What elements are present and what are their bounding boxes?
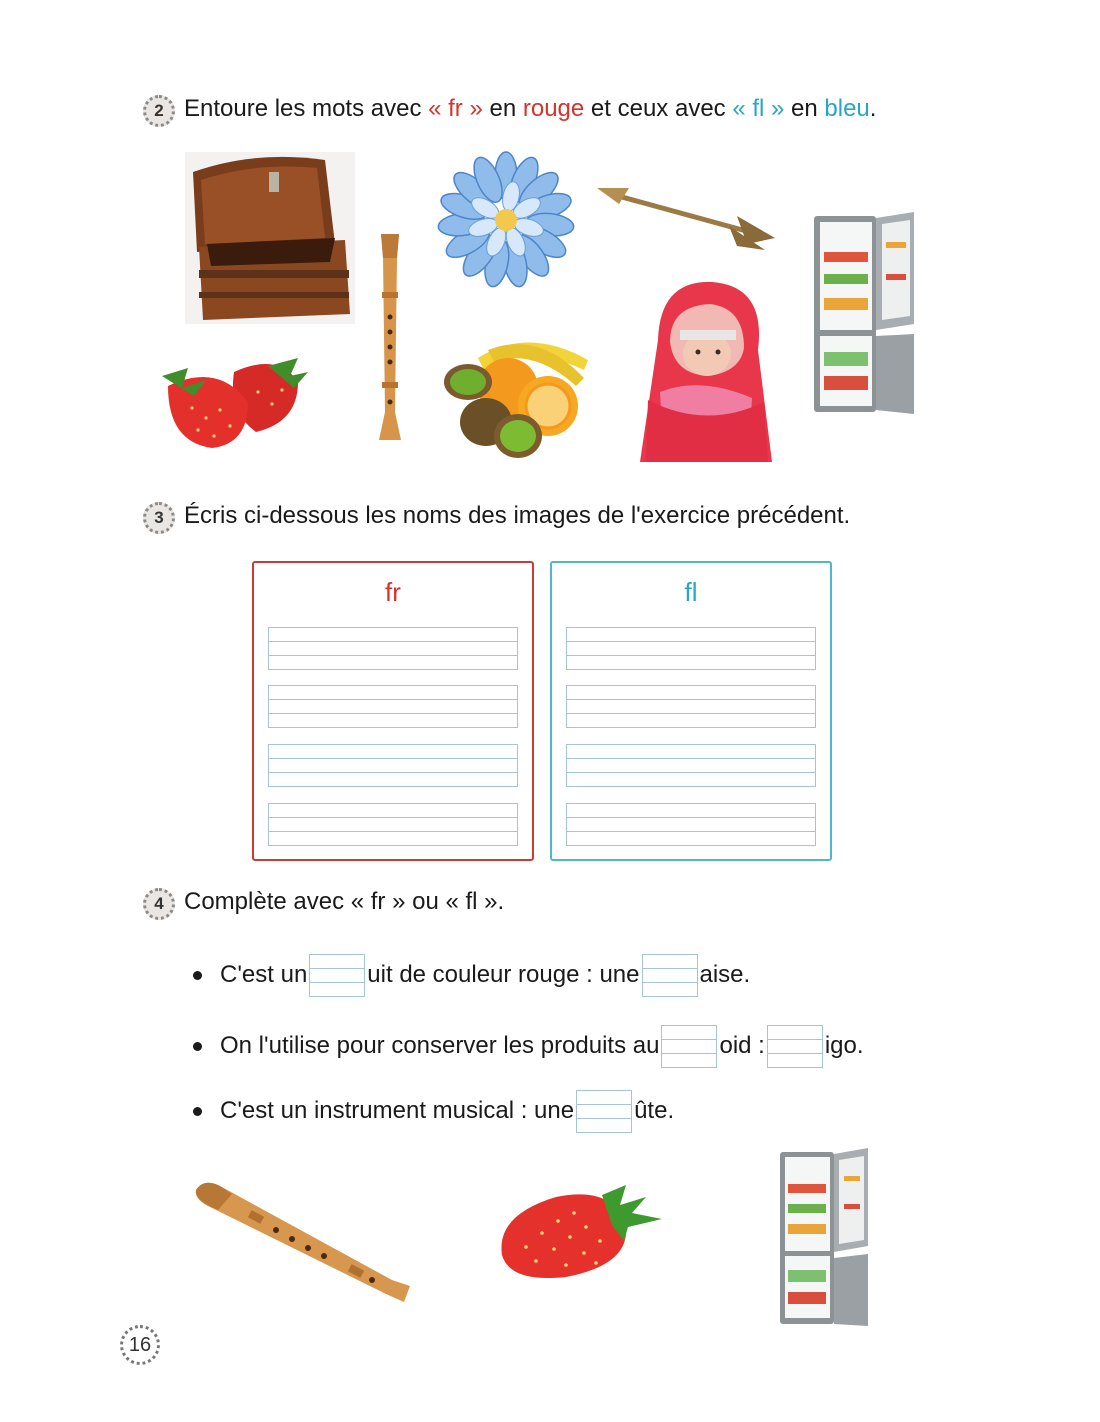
- writing-lines[interactable]: [566, 627, 816, 669]
- blank-input[interactable]: [576, 1090, 632, 1132]
- writing-lines[interactable]: [566, 744, 816, 786]
- exercise-3-instruction: Écris ci-dessous les noms des images de l'exercice précédent.: [184, 502, 851, 529]
- writing-lines[interactable]: [268, 685, 518, 727]
- fridge-icon[interactable]: [812, 212, 918, 416]
- fl-box-label: fl: [684, 577, 698, 607]
- sentence-text: On l'utilise pour conserver les produits au: [220, 1032, 660, 1059]
- girl-in-cold-icon[interactable]: [640, 280, 772, 462]
- writing-lines[interactable]: [566, 803, 816, 845]
- page-number: 16: [120, 1325, 160, 1365]
- instruction-text: en: [784, 95, 825, 122]
- blue-word: bleu: [824, 95, 870, 122]
- bullet: [193, 1107, 202, 1116]
- blank-input[interactable]: [642, 954, 698, 996]
- recorder-flute-icon[interactable]: [373, 232, 407, 444]
- instruction-text: et ceux avec: [584, 95, 733, 122]
- sentence-text: C'est un instrument musical : une: [220, 1097, 575, 1124]
- sentence-text: oid :: [719, 1032, 765, 1059]
- blank-input[interactable]: [309, 954, 365, 996]
- bullet: [193, 971, 202, 980]
- exercise-number-badge: 4: [143, 888, 175, 920]
- strawberries-icon[interactable]: [148, 352, 314, 450]
- sentence-text: aise.: [699, 961, 751, 988]
- sentence-text: uit de couleur rouge : une: [367, 961, 640, 988]
- fridge-icon[interactable]: [778, 1148, 872, 1328]
- writing-lines[interactable]: [268, 803, 518, 845]
- instruction-text: .: [869, 95, 877, 122]
- sentence-text: C'est un: [220, 961, 308, 988]
- sentence-2: [193, 1025, 864, 1067]
- sentence-text: igo.: [824, 1032, 864, 1059]
- strawberry-icon[interactable]: [496, 1185, 664, 1281]
- writing-lines[interactable]: [268, 744, 518, 786]
- instruction-text: Entoure les mots avec: [184, 95, 429, 122]
- writing-lines[interactable]: [566, 685, 816, 727]
- exercise-4-instruction: Complète avec « fr » ou « fl ».: [184, 888, 505, 915]
- sentence-text: ûte.: [634, 1097, 675, 1124]
- fruit-pile-icon[interactable]: [438, 330, 590, 460]
- instruction-text: en: [482, 95, 523, 122]
- fr-marker: « fr »: [428, 95, 483, 122]
- fl-writing-box[interactable]: [550, 561, 832, 861]
- arrow-icon[interactable]: [597, 184, 777, 252]
- sentence-1: [193, 954, 750, 996]
- sentence-3: [193, 1090, 674, 1132]
- fl-marker: « fl »: [732, 95, 785, 122]
- treasure-chest-icon[interactable]: [185, 152, 355, 324]
- fr-writing-box[interactable]: [252, 561, 534, 861]
- exercise-2-instruction: [184, 95, 876, 123]
- blank-input[interactable]: [661, 1025, 717, 1067]
- exercise-number-badge: 3: [143, 502, 175, 534]
- flower-icon[interactable]: [438, 152, 574, 288]
- exercise-number-badge: 2: [143, 95, 175, 127]
- recorder-flute-icon[interactable]: [192, 1178, 418, 1306]
- writing-lines[interactable]: [268, 627, 518, 669]
- blank-input[interactable]: [767, 1025, 823, 1067]
- red-word: rouge: [522, 95, 585, 122]
- fr-box-label: fr: [385, 577, 401, 607]
- bullet: [193, 1042, 202, 1051]
